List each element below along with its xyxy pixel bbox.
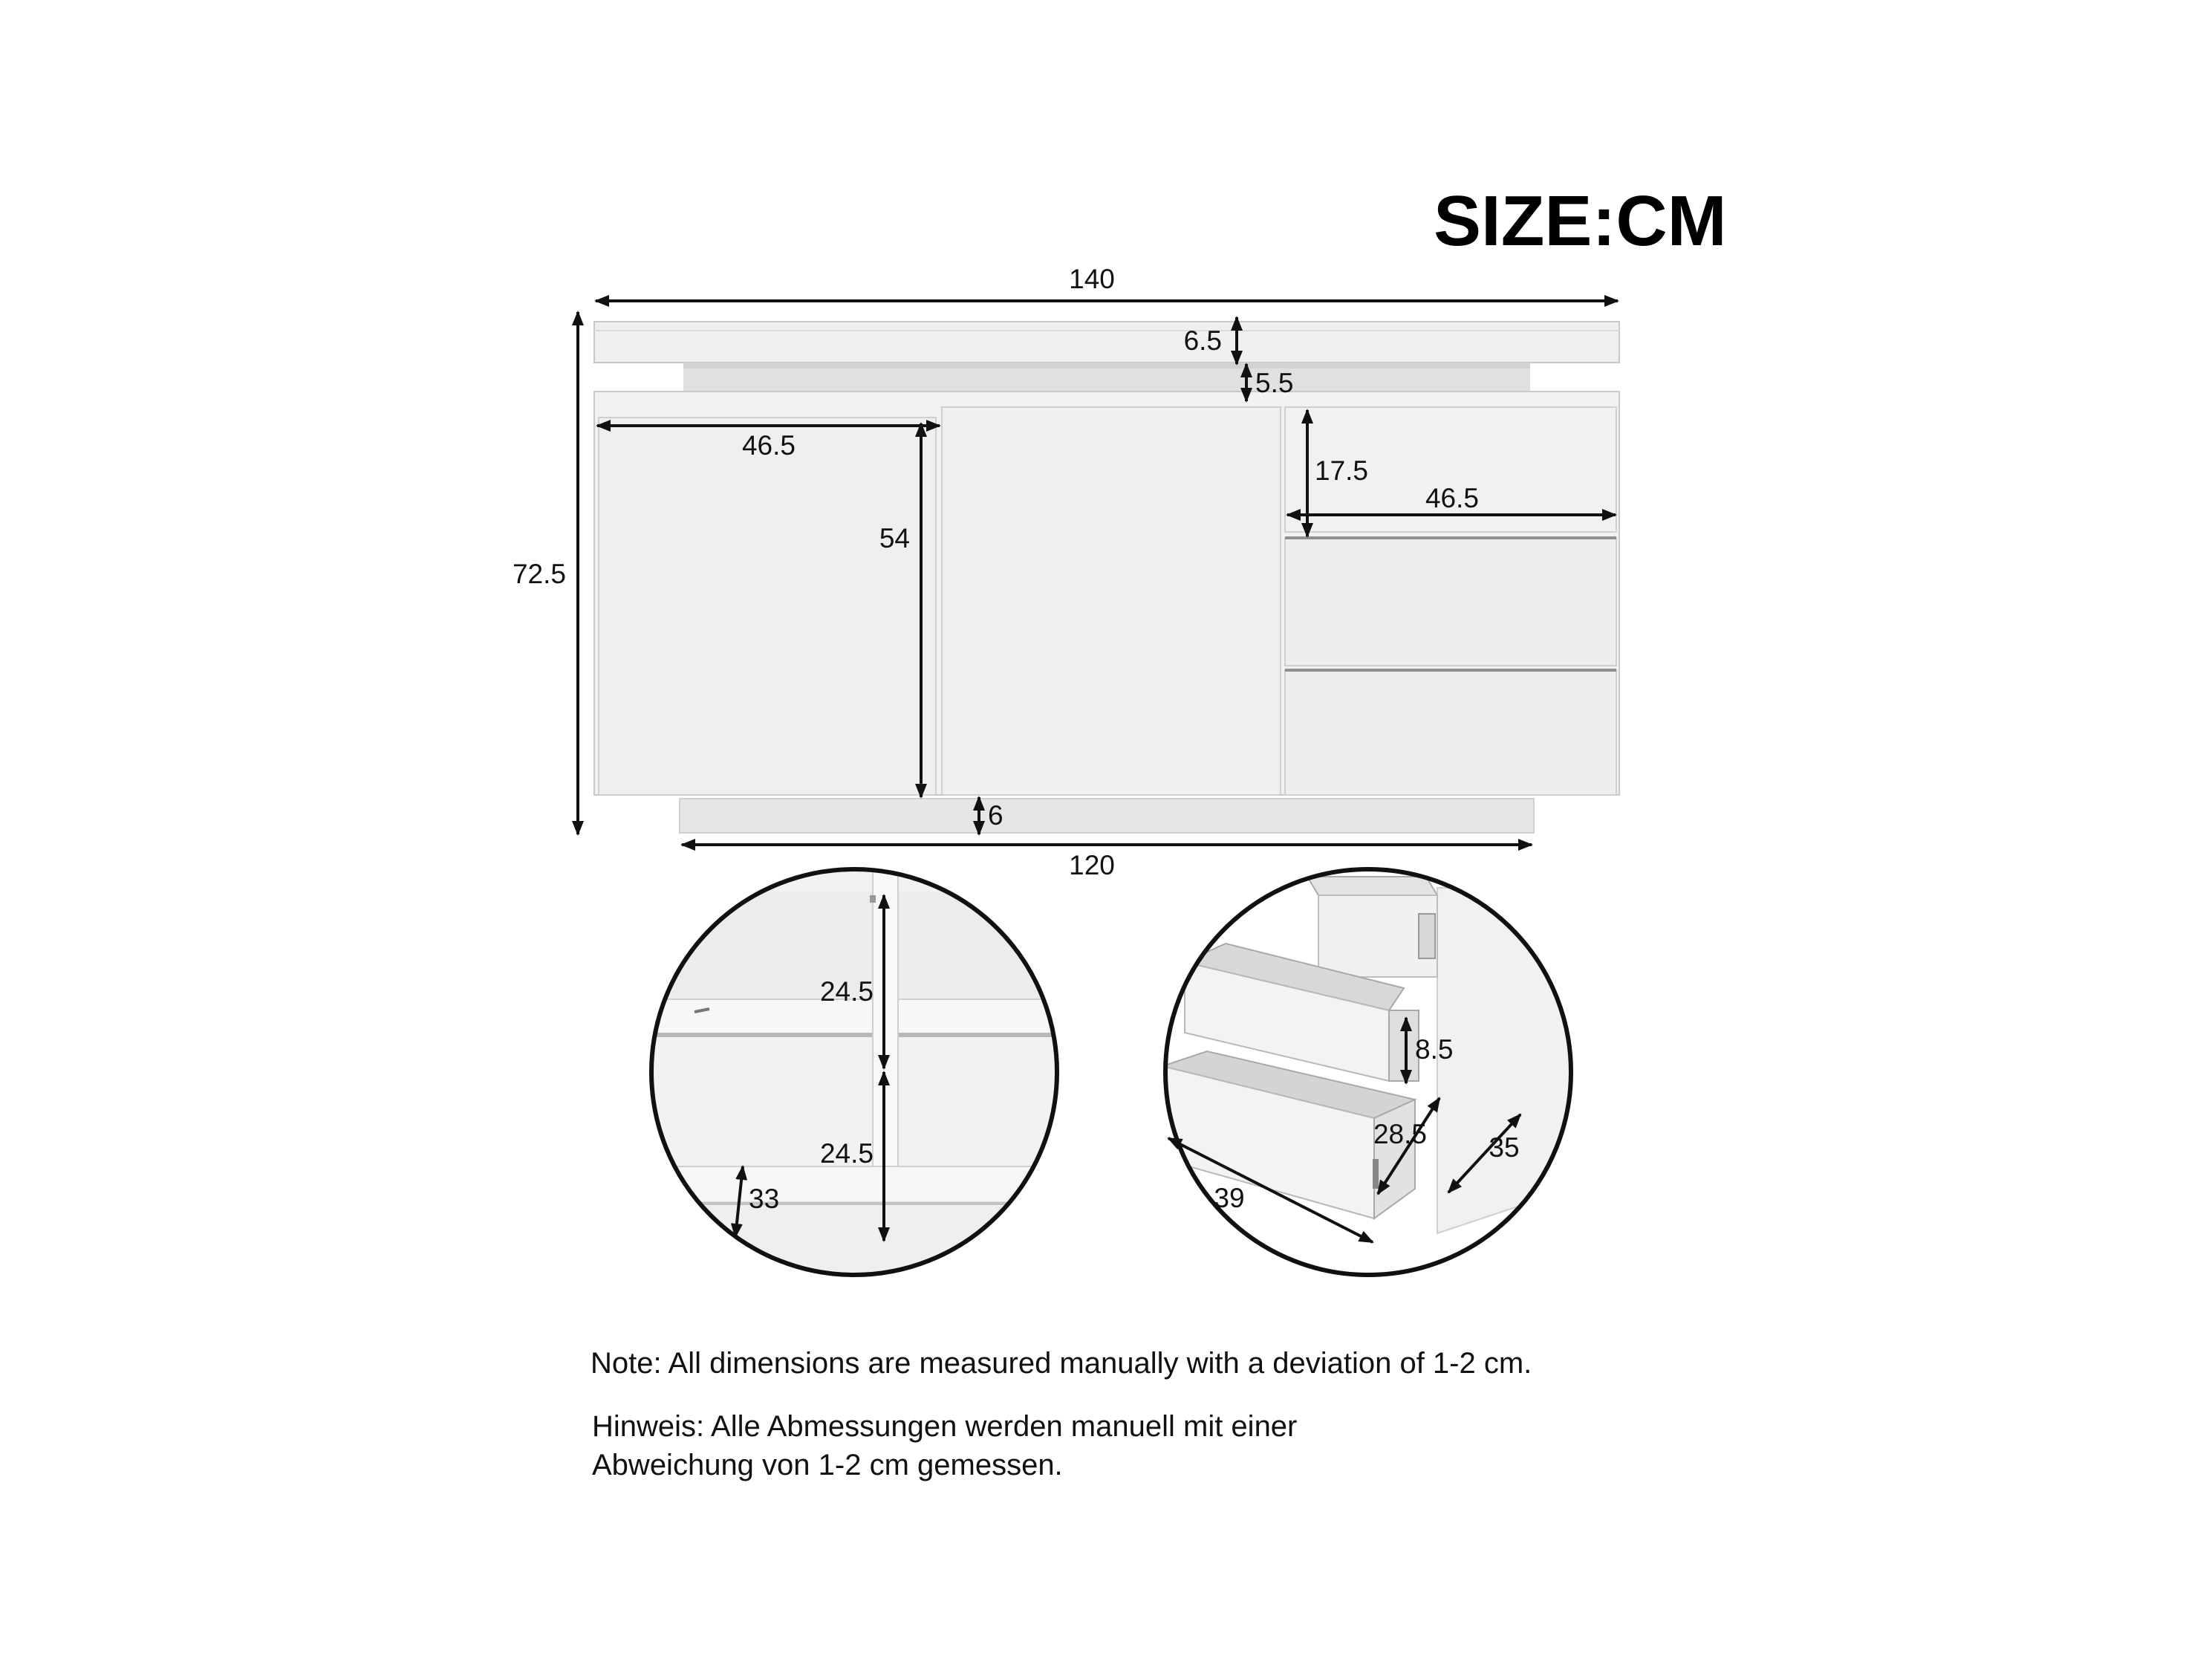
overall-width-label: 140 <box>1069 264 1115 294</box>
shelf-lower-label: 24.5 <box>819 1138 874 1169</box>
drawer-inner-depth-label: 28.5 <box>1373 1119 1428 1149</box>
note-german-line1: Hinweis: Alle Abmessungen werden manuell mit einer <box>592 1410 1298 1443</box>
note-english: Note: All dimensions are measured manually with a deviation of 1-2 cm. <box>591 1347 1532 1380</box>
drawer-bottom <box>1285 670 1616 795</box>
drawer-inner-height-label: 8.5 <box>1415 1034 1454 1065</box>
shelf-depth-label: 33 <box>749 1184 780 1214</box>
note-german-line2: Abweichung von 1-2 cm gemessen. <box>592 1449 1063 1481</box>
plinth-height-label: 6 <box>988 800 1003 831</box>
top-thickness-label: 6.5 <box>1183 325 1222 356</box>
door-height-label: 54 <box>879 523 910 553</box>
top-gap-label: 5.5 <box>1255 368 1294 398</box>
overall-height-label: 72.5 <box>512 559 566 589</box>
door-width-label: 46.5 <box>741 430 796 461</box>
left-door <box>599 418 936 795</box>
tabletop <box>594 322 1619 363</box>
middle-door <box>942 407 1281 795</box>
sideboard-front-view <box>594 322 1619 833</box>
shelf-detail-circle <box>651 869 1057 1275</box>
plinth <box>680 799 1534 833</box>
page-title: SIZE:CM <box>1434 181 1727 261</box>
drawer-height-label: 17.5 <box>1315 455 1369 486</box>
drawer-middle <box>1285 538 1616 666</box>
drawer-width-label: 46.5 <box>1425 483 1480 513</box>
drawer-side-depth-label: 35 <box>1489 1132 1520 1163</box>
drawer-detail-circle <box>1162 869 1571 1275</box>
shelf-upper-label: 24.5 <box>819 976 874 1007</box>
drawer-inner-length-label: 39 <box>1214 1183 1245 1213</box>
plinth-width-label: 120 <box>1069 850 1115 880</box>
